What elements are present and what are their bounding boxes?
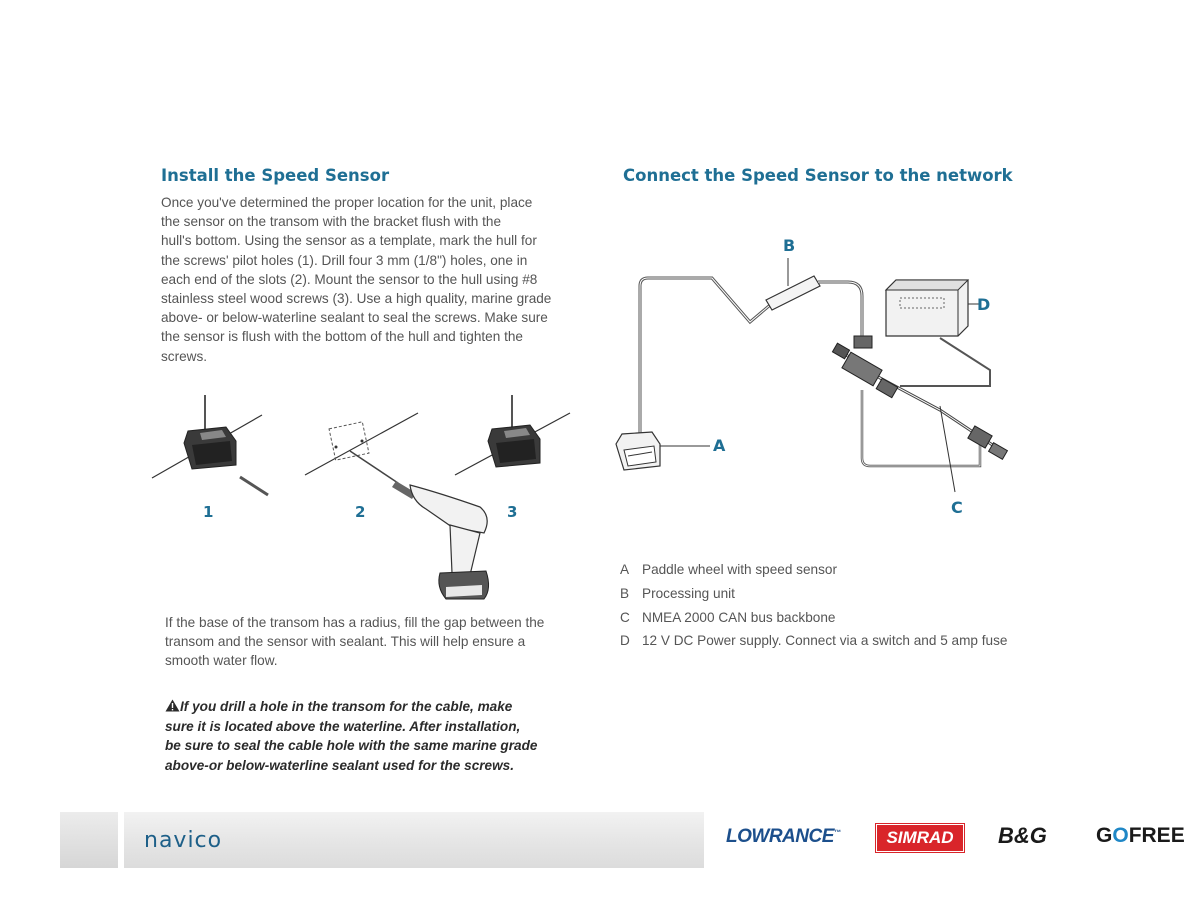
callout-b: B <box>783 236 796 255</box>
install-heading: Install the Speed Sensor <box>161 166 390 185</box>
warning-line: above-or below-waterline sealant used for the screws. <box>165 757 515 773</box>
legend-item <box>620 586 735 601</box>
installation-steps-illustration <box>140 385 580 615</box>
diagram-legend <box>620 562 1040 652</box>
legend-item <box>620 562 837 577</box>
legend-item <box>620 633 1007 648</box>
legend-key: B <box>620 586 630 601</box>
legend-key: C <box>620 610 630 625</box>
radius-note <box>165 613 544 671</box>
step-number-3: 3 <box>507 503 518 521</box>
step-number-2: 2 <box>355 503 366 521</box>
paragraph-line: screws. <box>161 348 208 364</box>
legend-key: D <box>620 633 630 648</box>
install-paragraph <box>161 193 551 366</box>
step-3-mounted-sensor-illustration <box>455 395 570 475</box>
power-supply-illustration <box>886 280 990 386</box>
legend-text: Processing unit <box>642 586 735 601</box>
legend-key: A <box>620 562 630 577</box>
paragraph-line: hull's bottom. Using the sensor as a template, mark the hull for <box>161 233 537 249</box>
warning-line: If you drill a hole in the transom for the cable, make <box>165 697 537 717</box>
paragraph-line: the screws' pilot holes (1). Drill four 3 mm (1/8") holes, one in <box>161 252 528 268</box>
radius-note-line: transom and the sensor with sealant. This will help ensure a <box>165 634 526 650</box>
warning-triangle-icon <box>165 699 180 712</box>
network-wiring-diagram <box>600 230 1040 520</box>
paragraph-line: the sensor is flush with the bottom of the hull and tighten the <box>161 329 523 345</box>
paragraph-line: the sensor on the transom with the bracket flush with the <box>161 214 502 230</box>
warning-line: sure it is located above the waterline. After installation, <box>165 718 521 734</box>
connect-heading: Connect the Speed Sensor to the network <box>623 166 1013 185</box>
gofree-logo: GOFREE <box>1096 824 1185 847</box>
step-1-sensor-illustration <box>152 395 268 495</box>
processing-unit-illustration <box>766 276 820 310</box>
paddle-wheel-sensor-illustration <box>616 432 660 470</box>
paragraph-line: above- or below-waterline sealant to seal the screws. Make sure <box>161 310 548 326</box>
warning-line: be sure to seal the cable hole with the same marine grade <box>165 738 538 754</box>
warning-note <box>165 697 537 775</box>
bg-logo: B&G <box>998 823 1047 848</box>
paragraph-line: stainless steel wood screws (3). Use a high quality, marine grade <box>161 291 552 307</box>
paragraph-line: each end of the slots (2). Mount the sensor to the hull using #8 <box>161 271 538 287</box>
callout-d: D <box>977 295 991 314</box>
radius-note-line: smooth water flow. <box>165 653 278 669</box>
legend-text: NMEA 2000 CAN bus backbone <box>642 610 836 625</box>
legend-text: 12 V DC Power supply. Connect via a switch and 5 amp fuse <box>642 633 1008 648</box>
lowrance-logo: LOWRANCE™ <box>726 826 841 847</box>
navico-logo: navico <box>144 828 223 853</box>
paragraph-line: Once you've determined the proper location for the unit, place <box>161 195 533 210</box>
step-2-drill-illustration <box>305 413 489 599</box>
simrad-logo: SIMRAD <box>876 824 964 852</box>
callout-a: A <box>713 436 726 455</box>
legend-item <box>620 610 835 625</box>
step-number-1: 1 <box>203 503 214 521</box>
legend-text: Paddle wheel with speed sensor <box>642 562 837 577</box>
footer-square <box>60 812 124 868</box>
callout-c: C <box>951 498 963 517</box>
radius-note-line: If the base of the transom has a radius, fill the gap between the <box>165 615 545 630</box>
